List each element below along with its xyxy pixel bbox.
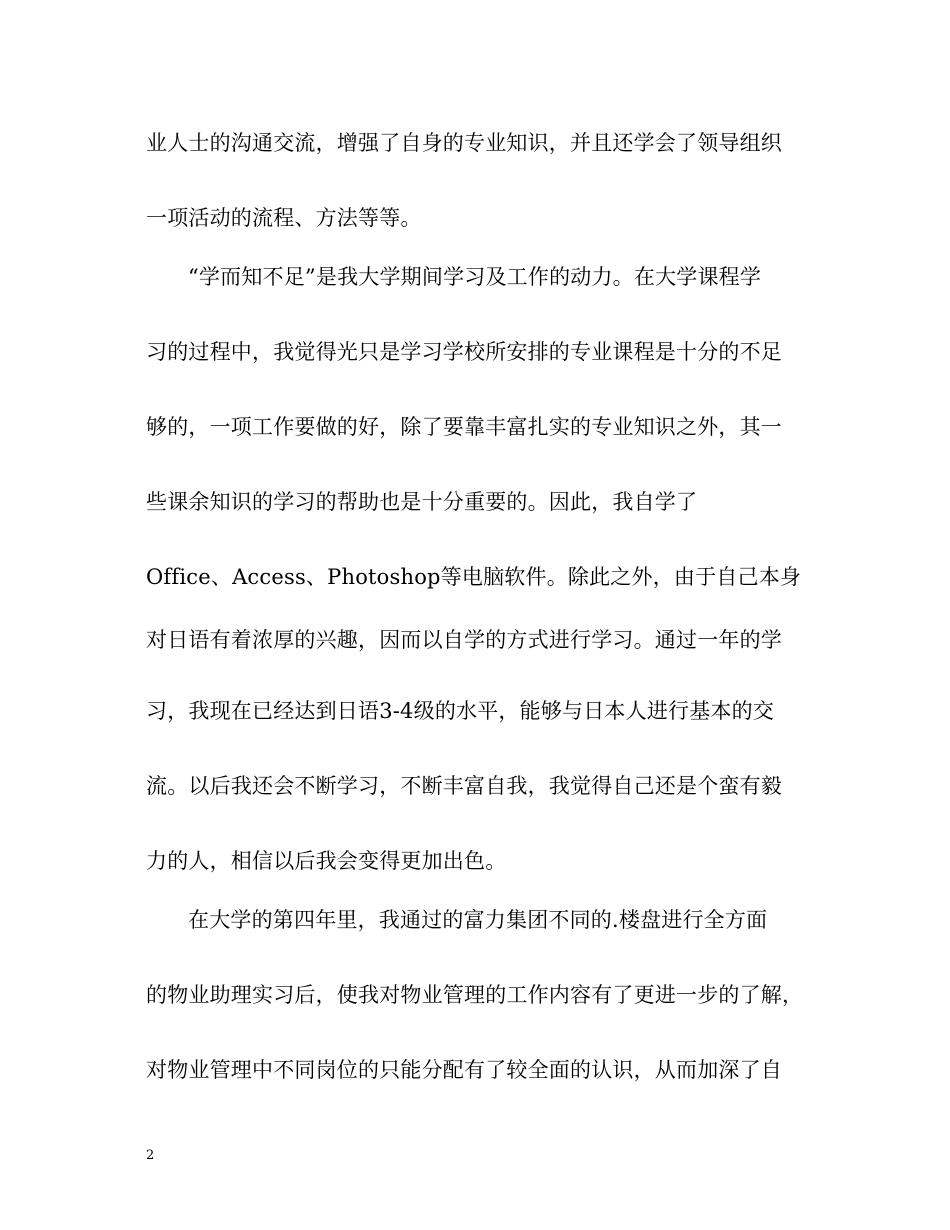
text-line: 习，我现在已经达到日语3-4级的水平，能够与日本人进行基本的交: [146, 699, 775, 723]
text-line: 业人士的沟通交流，增强了自身的专业知识，并且还学会了领导组织: [146, 131, 782, 155]
text-line: 的物业助理实习后，使我对物业管理的工作内容有了更进一步的了解，: [146, 983, 804, 1007]
text-line: 流。以后我还会不断学习，不断丰富自我，我觉得自己还是个蛮有毅: [146, 774, 782, 798]
text-line: Office、Access、Photoshop等电脑软件。除此之外，由于自己本身: [146, 565, 802, 589]
text-line: 在大学的第四年里，我通过的富力集团不同的.楼盘进行全方面: [188, 908, 768, 932]
text-line: 对日语有着浓厚的兴趣，因而以自学的方式进行学习。通过一年的学: [146, 628, 782, 652]
text-line: 一项活动的流程、方法等等。: [146, 206, 422, 230]
text-line: 够的，一项工作要做的好，除了要靠丰富扎实的专业知识之外，其一: [146, 415, 782, 439]
text-line: 习的过程中，我觉得光只是学习学校所安排的专业课程是十分的不足: [146, 340, 782, 364]
page-number: 2: [146, 1148, 155, 1163]
text-line: 对物业管理中不同岗位的只能分配有了较全面的认识，从而加深了自: [146, 1058, 782, 1082]
text-line: 些课余知识的学习的帮助也是十分重要的。因此，我自学了: [146, 490, 698, 514]
text-line: “学而知不足”是我大学期间学习及工作的动力。在大学课程学: [188, 265, 762, 289]
text-line: 力的人，相信以后我会变得更加出色。: [146, 849, 507, 873]
